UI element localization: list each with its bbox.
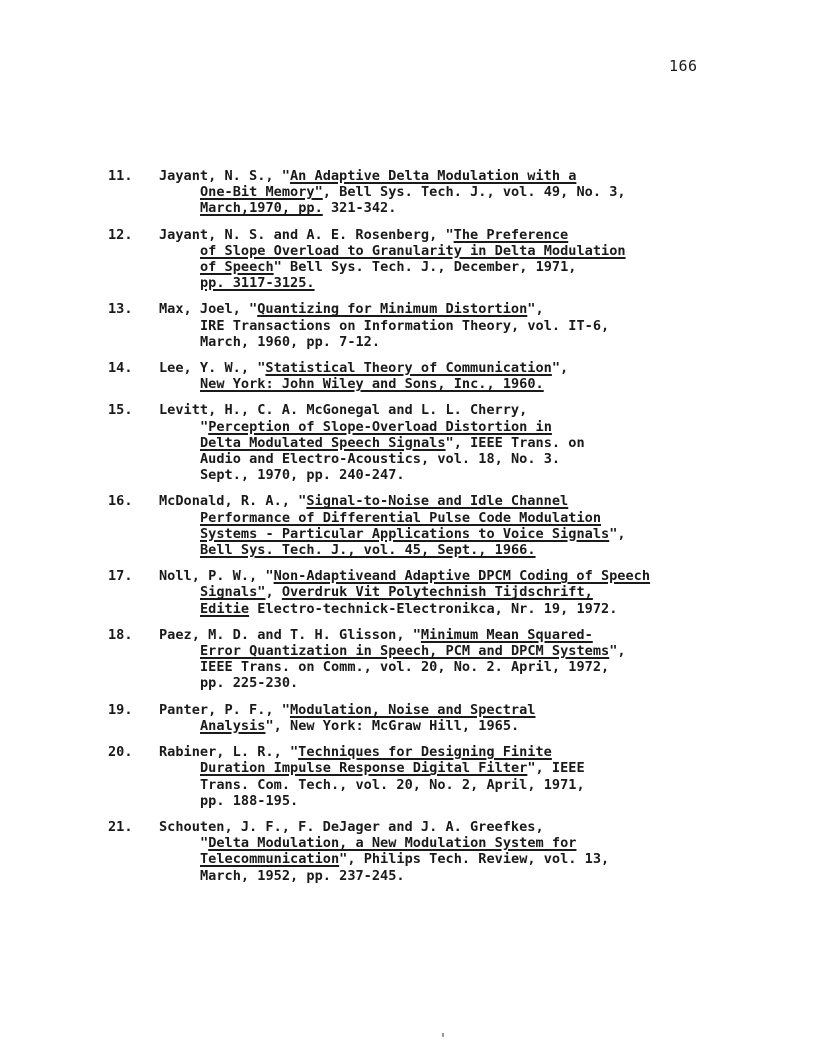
underlined-title-segment: Overdruk Vit Polytechnish Tijdschrift, [281,584,593,601]
text-segment: ", [551,360,569,377]
reference-entry [108,360,748,392]
reference-line [159,243,748,259]
reference-line [159,493,748,509]
reference-number: 14. [108,360,133,377]
text-segment: ", [609,525,626,542]
text-segment: ", [609,643,626,660]
text-segment: Trans. Com. Tech., vol. 20, No. 2, April, 1971, [200,776,585,793]
underlined-title-segment: pp. 3117-3125. [200,275,315,292]
underlined-title-segment: Modulation, Noise and Spectral [289,701,536,718]
reference-line [159,301,748,317]
text-segment: ", IEEE Trans. on [445,434,585,451]
text-segment: March, 1952, pp. 237-245. [200,867,405,884]
text-segment: ", IEEE [527,760,585,777]
reference-line [159,702,748,718]
text-segment: Rabiner, L. R., " [159,744,299,761]
reference-number: 18. [108,626,133,643]
reference-line [159,227,748,243]
reference-entry [108,168,748,217]
reference-number: 19. [108,701,133,718]
underlined-title-segment: Duration Impulse Response Digital Filter [200,760,528,777]
reference-text [159,227,748,292]
reference-line [159,510,748,526]
text-segment: Jayant, N. S. and A. E. Rosenberg, " [159,226,454,243]
text-segment: IEEE Trans. on Comm., vol. 20, No. 2. April, 1972, [200,659,610,676]
underlined-title-segment: Performance of Differential Pulse Code Modulation [200,509,602,526]
reference-line [159,334,748,350]
reference-number: 17. [108,568,133,585]
text-segment: ", New York: McGraw Hill, 1965. [265,717,520,734]
underlined-title-segment: Perception of Slope-Overload Distortion in [208,418,552,435]
reference-line [159,643,748,659]
text-segment: pp. 188-195. [200,792,299,809]
reference-line [159,542,748,558]
reference-text [159,702,748,734]
text-segment: Max, Joel, " [159,301,258,318]
reference-line [159,360,748,376]
reference-line [159,318,748,334]
text-segment: 321-342. [322,200,397,217]
reference-line [159,275,748,291]
reference-line [159,777,748,793]
reference-line [159,467,748,483]
underlined-title-segment: Error Quantization in Speech, PCM and DPCM Systems [200,643,610,660]
text-segment: " [200,418,209,435]
reference-line [159,402,748,418]
text-segment: Panter, P. F., " [159,701,290,718]
reference-line [159,718,748,734]
reference-text [159,744,748,809]
scan-mark [442,1033,444,1037]
text-segment: Sept., 1970, pp. 240-247. [200,467,405,484]
underlined-title-segment: One-Bit Memory" [200,184,323,201]
underlined-title-segment: Analysis [200,717,266,734]
text-segment: Jayant, N. S., " [159,168,290,184]
text-segment: " [200,835,209,852]
reference-entry [108,627,748,692]
text-segment: Levitt, H., C. A. McGonegal and L. L. Cherry, [159,402,528,419]
underlined-title-segment: of Slope Overload to Granularity in Delta Modulation [200,242,626,259]
reference-line [159,601,748,617]
reference-line [159,744,748,760]
reference-line [159,584,748,600]
reference-line [159,659,748,675]
reference-number: 11. [108,168,133,184]
reference-number: 13. [108,301,133,318]
reference-text [159,168,748,217]
underlined-title-segment: Editie [200,600,250,617]
underlined-title-segment: March,1970, pp. [200,200,323,217]
text-segment: Noll, P. W., " [159,568,274,585]
reference-line [159,168,748,184]
reference-entry [108,819,748,884]
reference-entry [108,227,748,292]
reference-number: 15. [108,402,133,419]
text-segment: Lee, Y. W., " [159,360,266,377]
reference-entry [108,702,748,734]
underlined-title-segment: The Preference [453,226,569,243]
reference-line [159,760,748,776]
text-segment: Schouten, J. F., F. DeJager and J. A. Greefkes, [159,818,544,835]
reference-line [159,184,748,200]
underlined-title-segment: of Speech [200,259,274,276]
reference-line [159,526,748,542]
text-segment: ", Philips Tech. Review, vol. 13, [339,851,610,868]
underlined-title-segment: An Adaptive Delta Modulation with a [289,168,577,184]
text-segment: , [265,584,282,601]
reference-line [159,851,748,867]
text-segment: Audio and Electro-Acoustics, vol. 18, No. 3. [200,451,561,468]
text-segment: March, 1960, pp. 7-12. [200,333,381,350]
underlined-title-segment: Delta Modulation, a New Modulation System for [208,835,577,852]
reference-line [159,627,748,643]
reference-text [159,627,748,692]
reference-text [159,360,748,392]
text-segment: , Bell Sys. Tech. J., vol. 49, No. 3, [322,184,626,201]
text-segment: IRE Transactions on Information Theory, vol. IT-6, [200,317,610,334]
reference-text [159,568,748,617]
reference-line [159,200,748,216]
reference-entry [108,301,748,350]
reference-line [159,419,748,435]
text-segment: Electro-technick-Electronikca, Nr. 19, 1972. [249,600,618,617]
reference-entry [108,568,748,617]
text-segment: McDonald, R. A., " [159,493,307,510]
reference-line [159,435,748,451]
reference-number: 20. [108,744,133,761]
reference-line [159,451,748,467]
reference-text [159,301,748,350]
underlined-title-segment: Telecommunication [200,851,340,868]
reference-line [159,835,748,851]
reference-entry [108,402,748,483]
reference-line [159,793,748,809]
text-segment: " Bell Sys. Tech. J., December, 1971, [273,259,577,276]
reference-text [159,402,748,483]
reference-list [108,168,748,894]
reference-number: 21. [108,818,133,835]
underlined-title-segment: Techniques for Designing Finite [298,744,552,761]
text-segment: pp. 225-230. [200,675,299,692]
reference-entry [108,744,748,809]
underlined-title-segment: Signals" [200,584,266,601]
reference-line [159,868,748,884]
underlined-title-segment: Quantizing for Minimum Distortion [257,301,528,318]
reference-entry [108,493,748,558]
reference-text [159,819,748,884]
underlined-title-segment: New York: John Wiley and Sons, Inc., 1960. [200,376,544,393]
underlined-title-segment: Non-Adaptiveand Adaptive DPCM Coding of Speech [273,568,651,585]
text-segment: Paez, M. D. and T. H. Glisson, " [159,626,421,643]
underlined-title-segment: Delta Modulated Speech Signals [200,434,446,451]
reference-line [159,259,748,275]
reference-number: 12. [108,226,133,243]
page-number: 166 [669,57,698,75]
underlined-title-segment: Statistical Theory of Communication [265,360,552,377]
underlined-title-segment: Bell Sys. Tech. J., vol. 45, Sept., 1966. [200,542,536,559]
reference-line [159,819,748,835]
underlined-title-segment: Minimum Mean Squared- [420,626,593,643]
reference-text [159,493,748,558]
reference-number: 16. [108,493,133,510]
underlined-title-segment: Systems - Particular Applications to Voice Signals [200,525,610,542]
reference-line [159,568,748,584]
text-segment: ", [527,301,544,318]
reference-line [159,675,748,691]
reference-line [159,376,748,392]
underlined-title-segment: Signal-to-Noise and Idle Channel [306,493,569,510]
